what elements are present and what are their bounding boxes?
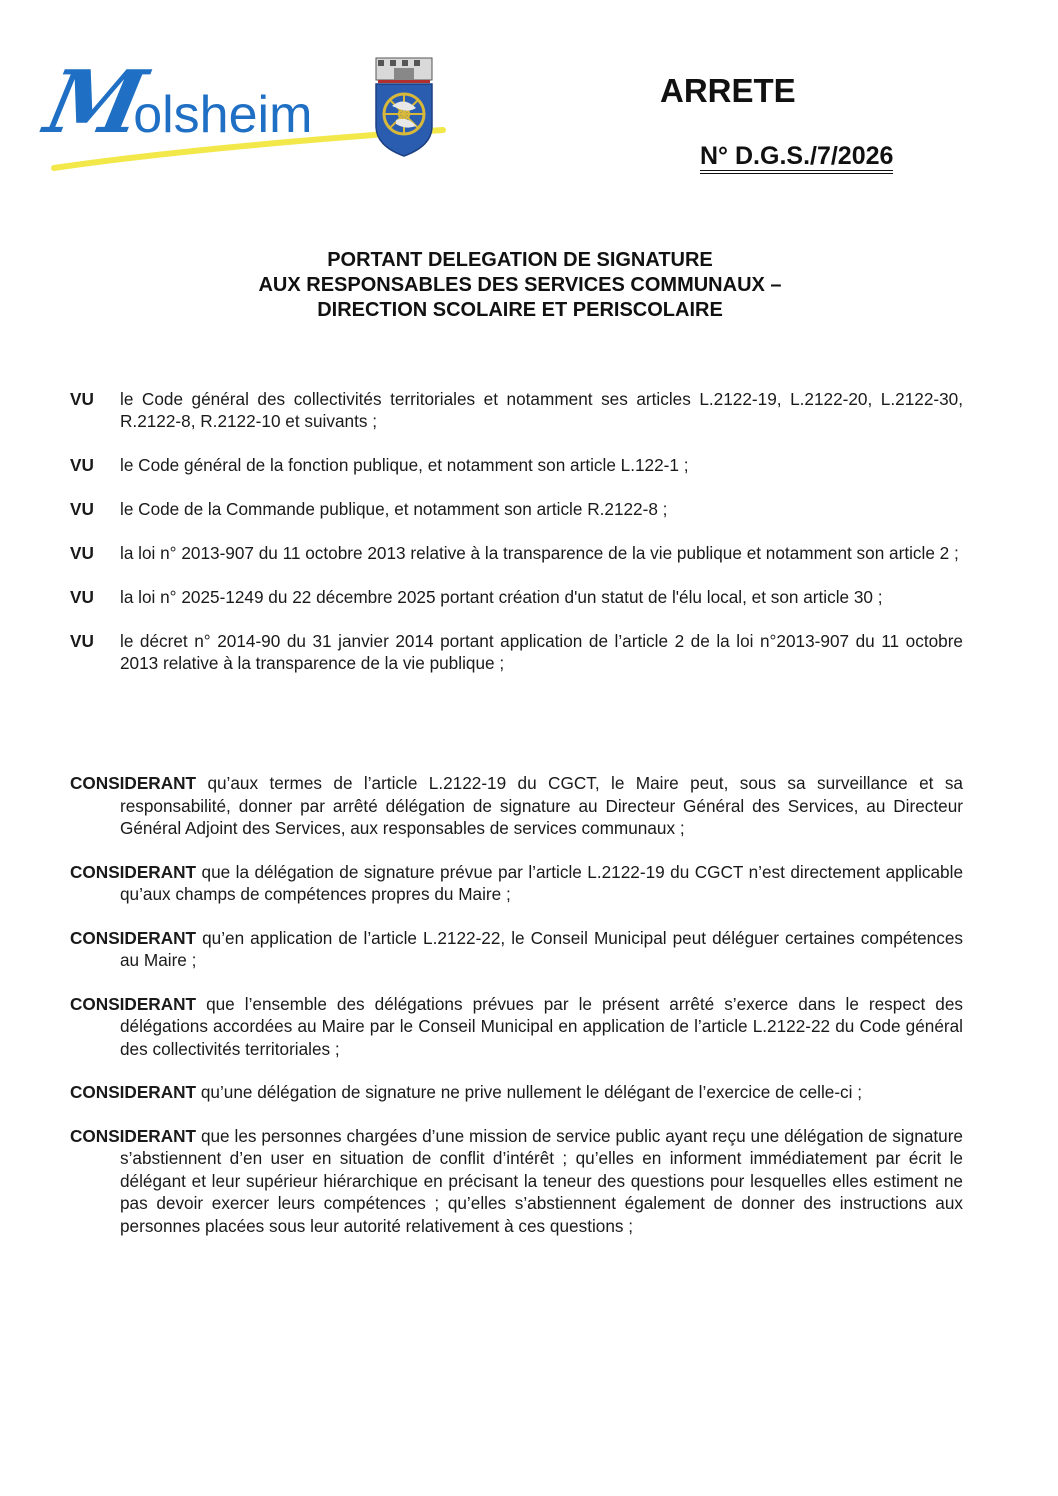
visa-item <box>70 630 963 674</box>
visa-item <box>70 586 963 608</box>
considerant-item <box>70 861 963 906</box>
considerant-label: CONSIDERANT <box>70 927 197 948</box>
subject-title <box>150 248 890 323</box>
considerant-label: CONSIDERANT <box>70 773 197 793</box>
logo-wordmark <box>37 52 313 153</box>
visa-label: VU <box>70 499 94 519</box>
considerant-item <box>70 993 963 1061</box>
considerant-label: CONSIDERANT <box>70 861 197 882</box>
considerant-text: qu’une délégation de signature ne prive nullement le délégant de l’exercice de celle-ci ; <box>200 1082 863 1102</box>
logo-name: olsheim <box>133 86 313 144</box>
visa-text: la loi n° 2013-907 du 11 octobre 2013 relative à la transparence de la vie publique et notamment son article 2 ; <box>120 543 959 563</box>
visa-label: VU <box>70 587 94 607</box>
considerant-item <box>70 772 963 840</box>
considerant-text: qu’en application de l’article L.2122-22, le Conseil Municipal peut déléguer certaines compétences au Maire ; <box>120 927 963 970</box>
visa-text: le Code général des collectivités territoriales et notamment ses articles L.2122-19, L.2122-20, L.2122-30, R.2122-8, R.2122-10 et suivants ; <box>120 389 963 431</box>
considerant-text: qu’aux termes de l’article L.2122-19 du CGCT, le Maire peut, sous sa surveillance et sa responsabilité, donner par arrêté délégation de signature au Directeur Général des Services, au Directeur Général Adjoint des Services, aux responsables de services communaux ; <box>120 773 963 838</box>
visa-item <box>70 454 963 476</box>
visas-list <box>70 388 963 696</box>
considerant-text: que l’ensemble des délégations prévues par le présent arrêté s’exerce dans le respect des délégations accordées au Maire par le Conseil Municipal en application de l’article L.2122-22 du Code général des collectivités territoriales ; <box>120 993 963 1059</box>
visa-text: le Code de la Commande publique, et notamment son article R.2122-8 ; <box>120 499 668 519</box>
visa-label: VU <box>70 389 94 409</box>
visa-text: la loi n° 2025-1249 du 22 décembre 2025 portant création d'un statut de l'élu local, et son article 30 ; <box>120 587 883 607</box>
considerant-item <box>70 1125 963 1238</box>
subject-line-3: DIRECTION SCOLAIRE ET PERISCOLAIRE <box>317 299 723 321</box>
document-number: N° D.G.S./7/2026 <box>700 142 893 174</box>
logo-initial: M <box>37 52 150 153</box>
coat-of-arms-icon <box>366 56 444 158</box>
considerants-list <box>70 772 963 1258</box>
considerant-text: que les personnes chargées d’une mission de service public ayant reçu une délégation de signature s’abstiennent d’en user en situation de conflit d’intérêt ; qu’elles en informent immédiatement par écrit le délégant et leur supérieur hiérarchique en précisant la teneur des questions pour lesquelles elles estiment ne pas devoir exercer leurs compétences ; qu’elles s’abstiennent également de donner des instructions aux personnes placées sous leur autorité relativement à ces questions ; <box>120 1125 963 1236</box>
considerant-label: CONSIDERANT <box>70 1125 197 1146</box>
visa-label: VU <box>70 543 94 563</box>
visa-label: VU <box>70 455 94 475</box>
visa-label: VU <box>70 631 94 651</box>
visa-item <box>70 542 963 564</box>
visa-item <box>70 388 963 432</box>
visa-text: le décret n° 2014-90 du 31 janvier 2014 portant application de l’article 2 de la loi n°2013-907 du 11 octobre 2013 relative à la transparence de la vie publique ; <box>120 631 963 673</box>
document-type: ARRETE <box>660 72 796 109</box>
considerant-label: CONSIDERANT <box>70 1082 197 1102</box>
considerant-label: CONSIDERANT <box>70 993 197 1014</box>
visa-item <box>70 498 963 520</box>
subject-line-1: PORTANT DELEGATION DE SIGNATURE <box>327 249 713 271</box>
considerant-item <box>70 927 963 972</box>
considerant-text: que la délégation de signature prévue par l’article L.2122-19 du CGCT n’est directement applicable qu’aux champs de compétences propres du Maire ; <box>120 861 963 904</box>
visa-text: le Code général de la fonction publique, et notamment son article L.122-1 ; <box>120 455 689 475</box>
molsheim-logo <box>37 52 458 177</box>
considerant-item <box>70 1081 963 1104</box>
subject-line-2: AUX RESPONSABLES DES SERVICES COMMUNAUX – <box>258 274 782 296</box>
